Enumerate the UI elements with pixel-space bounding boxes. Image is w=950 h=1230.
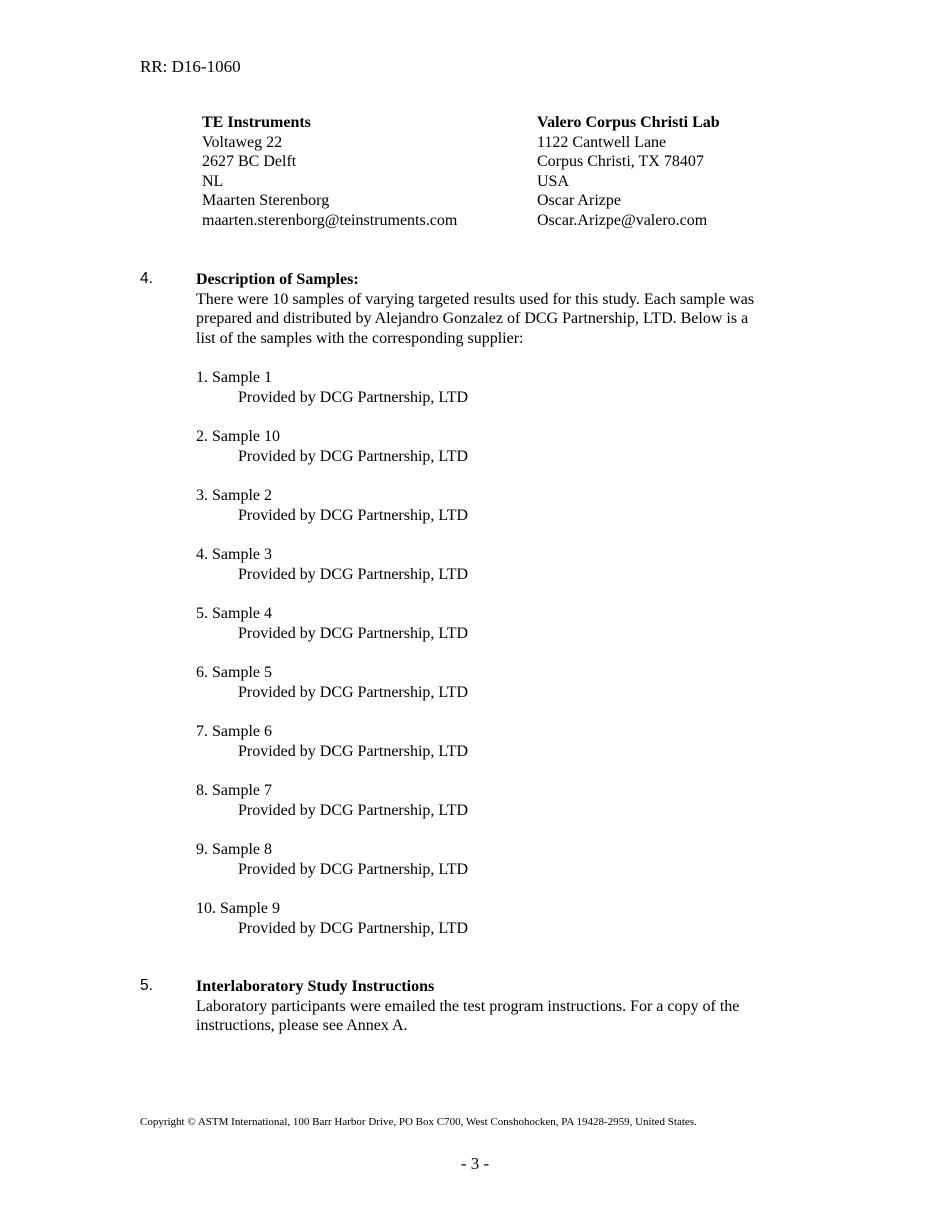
page-number: - 3 - (460, 1154, 490, 1173)
list-item (196, 368, 468, 427)
country-line: NL (202, 172, 224, 190)
section-5-text-line: Laboratory participants were emailed the test program instructions. For a copy of the (196, 997, 740, 1015)
sample-label: 8. Sample 7 (196, 782, 272, 799)
sample-provider: Provided by DCG Partnership, LTD (238, 506, 469, 524)
country-line: USA (537, 172, 570, 190)
list-item (196, 663, 468, 722)
street-line: Voltaweg 22 (202, 133, 283, 151)
section-4-text-line: There were 10 samples of varying targeted results used for this study. Each sample was (196, 290, 755, 308)
section-4-body (196, 270, 816, 348)
sample-provider: Provided by DCG Partnership, LTD (238, 742, 469, 760)
section-4-text-line: prepared and distributed by Alejandro Gonzalez of DCG Partnership, LTD. Below is a (196, 310, 749, 327)
sample-list (196, 368, 468, 958)
address-block-te-instruments (202, 113, 532, 230)
copyright-notice: Copyright © ASTM International, 100 Barr Harbor Drive, PO Box C700, West Conshohocken, PA 19428-2959, United States. (140, 1116, 697, 1128)
sample-provider: Provided by DCG Partnership, LTD (238, 565, 469, 583)
street-line: 1122 Cantwell Lane (537, 133, 667, 151)
sample-provider: Provided by DCG Partnership, LTD (238, 801, 469, 819)
sample-label: 4. Sample 3 (196, 546, 272, 563)
sample-provider: Provided by DCG Partnership, LTD (238, 919, 469, 937)
sample-label: 10. Sample 9 (196, 900, 280, 917)
org-name: TE Instruments (202, 114, 311, 131)
list-item (196, 781, 468, 840)
city-line: Corpus Christi, TX 78407 (537, 153, 704, 170)
sample-label: 7. Sample 6 (196, 723, 272, 740)
sample-label: 3. Sample 2 (196, 487, 272, 504)
sample-provider: Provided by DCG Partnership, LTD (238, 860, 469, 878)
sample-provider: Provided by DCG Partnership, LTD (238, 624, 469, 642)
section-5-body (196, 977, 816, 1036)
sample-provider: Provided by DCG Partnership, LTD (238, 683, 469, 701)
document-reference: RR: D16-1060 (140, 57, 241, 76)
section-4-title: Description of Samples: (196, 271, 359, 288)
section-5-number: 5. (140, 977, 153, 994)
list-item (196, 545, 468, 604)
list-item (196, 840, 468, 899)
section-4-number: 4. (140, 270, 153, 287)
section-4-text-line: list of the samples with the corresponding supplier: (196, 329, 524, 347)
sample-label: 1. Sample 1 (196, 369, 272, 386)
list-item (196, 604, 468, 663)
sample-label: 6. Sample 5 (196, 664, 272, 681)
sample-label: 5. Sample 4 (196, 605, 272, 622)
section-5-title: Interlaboratory Study Instructions (196, 978, 435, 995)
org-name: Valero Corpus Christi Lab (537, 114, 720, 131)
sample-label: 2. Sample 10 (196, 428, 280, 445)
list-item (196, 486, 468, 545)
address-block-valero (537, 113, 867, 230)
sample-label: 9. Sample 8 (196, 841, 272, 858)
contact-name: Oscar Arizpe (537, 192, 621, 209)
list-item (196, 899, 468, 958)
city-line: 2627 BC Delft (202, 153, 297, 170)
contact-email: Oscar.Arizpe@valero.com (537, 211, 708, 229)
contact-name: Maarten Sterenborg (202, 192, 330, 209)
list-item (196, 427, 468, 486)
section-5-text-line: instructions, please see Annex A. (196, 1017, 408, 1034)
list-item (196, 722, 468, 781)
sample-provider: Provided by DCG Partnership, LTD (238, 447, 469, 465)
contact-email: maarten.sterenborg@teinstruments.com (202, 211, 458, 229)
sample-provider: Provided by DCG Partnership, LTD (238, 388, 469, 406)
